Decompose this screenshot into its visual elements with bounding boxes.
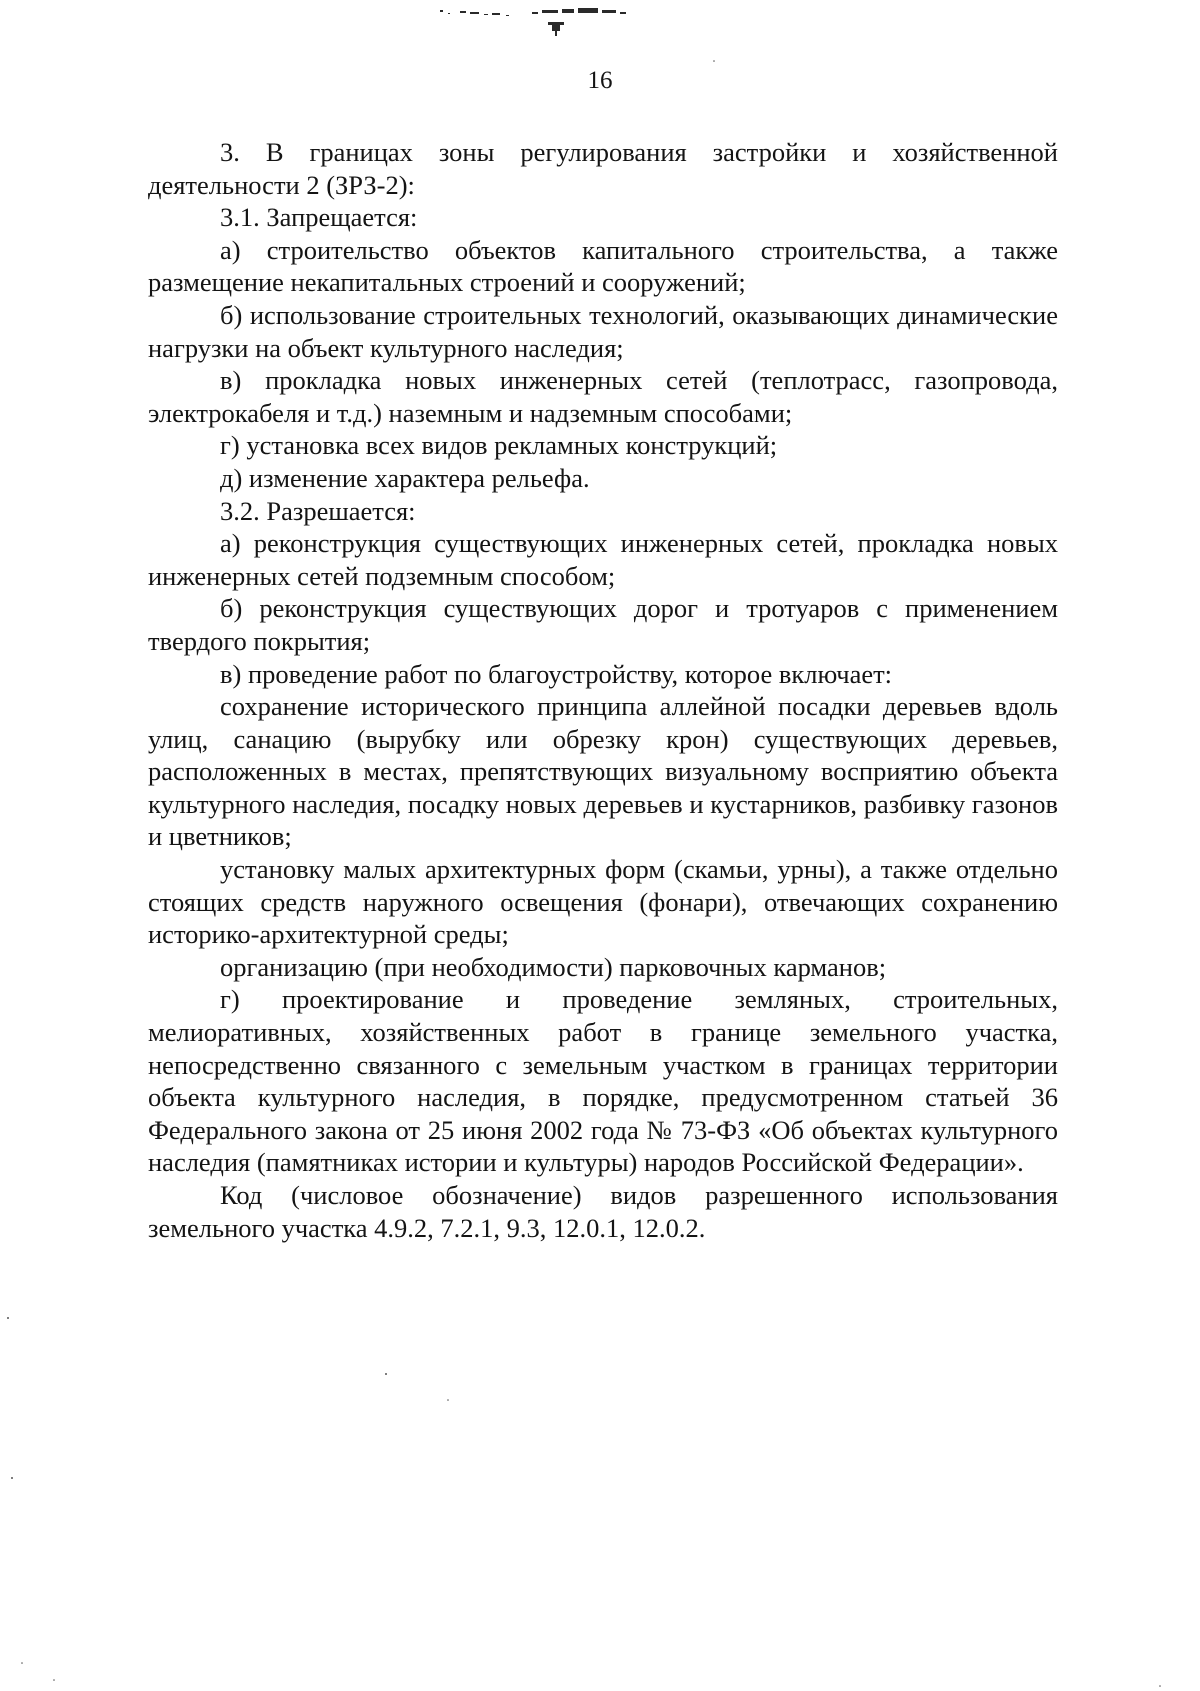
scan-artifact xyxy=(440,4,740,38)
permitted-item-b: б) реконструкция существующих дорог и тротуаров с применением твердого покрытия; xyxy=(148,593,1058,656)
prohibited-item-c: в) прокладка новых инженерных сетей (теплотрасс, газопровода, электрокабеля и т.д.) наземным и надземным способами; xyxy=(148,365,1058,428)
permitted-item-c: в) проведение работ по благоустройству, которое включает: xyxy=(220,658,893,689)
prohibited-item-a: а) строительство объектов капитального строительства, а также размещение некапитальных строений и сооружений; xyxy=(148,234,1058,298)
permitted-item-a: а) реконструкция существующих инженерных сетей, прокладка новых инженерных сетей подземным способом; xyxy=(148,528,1058,591)
document-body xyxy=(148,136,1058,1244)
prohibited-item-d: г) установка всех видов рекламных конструкций; xyxy=(220,430,778,461)
landscaping-parking-paragraph: организацию (при необходимости) парковочных карманов; xyxy=(220,951,887,982)
section-3-heading: 3. В границах зоны регулирования застройки и хозяйственной деятельности 2 (ЗРЗ-2): xyxy=(148,137,1058,200)
subsection-3-1-heading: 3.1. Запрещается: xyxy=(220,202,418,233)
permitted-item-d: г) проектирование и проведение земляных, строительных, мелиоративных, хозяйственных работ в границе земельного участка, непосредственно связанного с земельным участком в границах территории объекта культурного наследия, в порядке, предусмотренном статьей 36 Федерального закона от 25 июня 2002 года № 73-ФЗ «Об объектах культурного наследия (памятниках истории и культуры) народов Российской Федерации». xyxy=(148,984,1058,1178)
landscaping-trees-paragraph: сохранение исторического принципа аллейной посадки деревьев вдоль улиц, санацию (вырубку или обрезку крон) существующих деревьев, расположенных в местах, препятствующих визуальному восприятию объекта культурного наследия, посадку новых деревьев и кустарников, разбивку газонов и цветников; xyxy=(148,691,1058,852)
land-use-code-paragraph: Код (числовое обозначение) видов разрешенного использования земельного участка 4.9.2, 7.2.1, 9.3, 12.0.1, 12.0.2. xyxy=(148,1180,1058,1243)
page-number: 16 xyxy=(587,67,613,94)
prohibited-item-b: б) использование строительных технологий, оказывающих динамические нагрузки на объект культурного наследия; xyxy=(148,299,1058,363)
subsection-3-2-heading: 3.2. Разрешается: xyxy=(220,495,416,526)
prohibited-item-e: д) изменение характера рельефа. xyxy=(220,462,590,493)
landscaping-forms-paragraph: установку малых архитектурных форм (скамьи, урны), а также отдельно стоящих средств наружного освещения (фонари), отвечающих сохранению историко-архитектурной среды; xyxy=(148,854,1058,950)
